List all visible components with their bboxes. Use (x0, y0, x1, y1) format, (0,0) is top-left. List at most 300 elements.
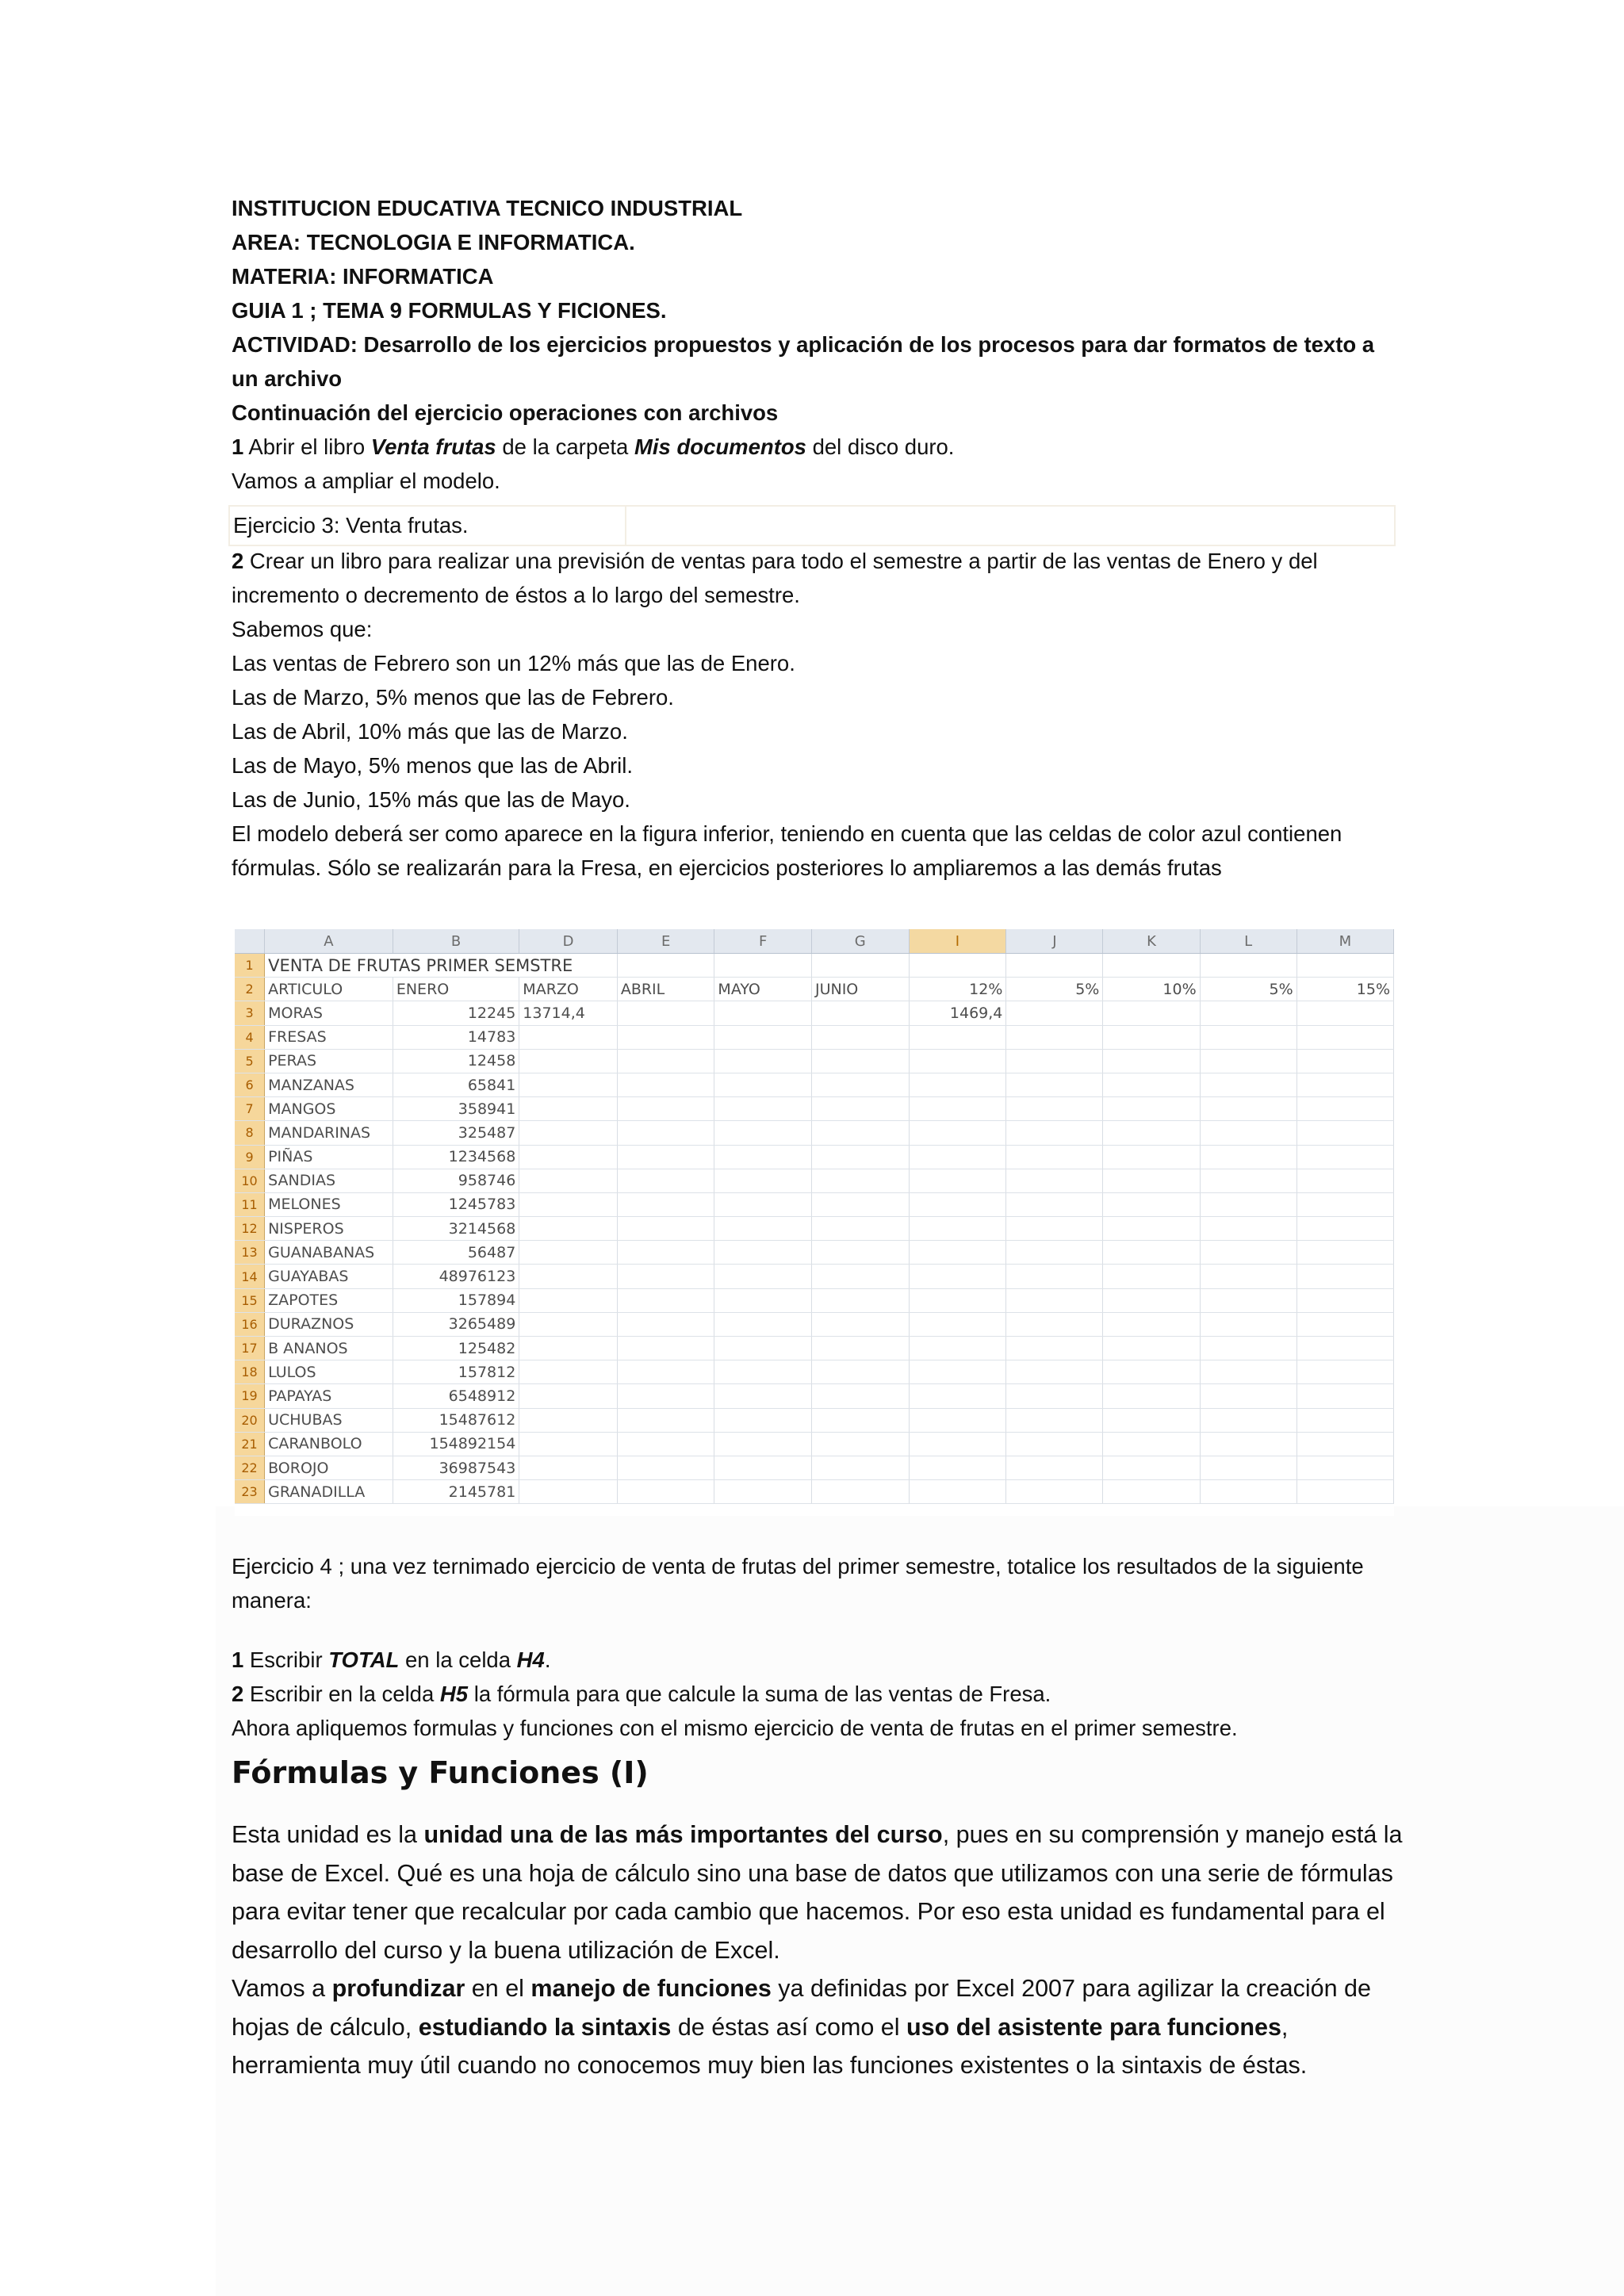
step-text: Escribir (243, 1647, 329, 1672)
cell[interactable] (1006, 1408, 1103, 1432)
cell[interactable] (811, 1192, 909, 1216)
cell[interactable] (909, 1432, 1006, 1456)
cell[interactable] (909, 1097, 1006, 1121)
cell[interactable] (1200, 1049, 1297, 1073)
cell[interactable] (1200, 1456, 1297, 1479)
table-row (235, 1288, 1394, 1312)
cell[interactable] (811, 1169, 909, 1192)
increment-cell[interactable]: 1469,4 (909, 1001, 1006, 1025)
cell[interactable] (909, 1408, 1006, 1432)
cell[interactable] (714, 1025, 812, 1049)
cell[interactable] (714, 1265, 812, 1288)
table-row (235, 1432, 1394, 1456)
header-cell[interactable]: ARTICULO (265, 978, 393, 1001)
january-value-cell[interactable]: 325487 (393, 1121, 519, 1145)
table-row (235, 1360, 1394, 1384)
cell[interactable] (714, 1192, 812, 1216)
fruit-name-cell[interactable]: LULOS (265, 1360, 393, 1384)
cell[interactable] (714, 1408, 812, 1432)
cell[interactable] (714, 1337, 812, 1360)
cell[interactable] (519, 1288, 618, 1312)
fruit-name-cell[interactable]: GRANADILLA (265, 1480, 393, 1504)
cell[interactable] (1006, 1169, 1103, 1192)
cell[interactable] (714, 1097, 812, 1121)
cell[interactable] (909, 1337, 1006, 1360)
cell[interactable] (714, 1241, 812, 1265)
cell[interactable] (617, 1145, 714, 1169)
cell[interactable] (1297, 1241, 1393, 1265)
cell[interactable] (909, 1145, 1006, 1169)
cell[interactable] (617, 1337, 714, 1360)
cell[interactable] (1297, 1480, 1393, 1504)
cell[interactable] (1297, 1217, 1393, 1241)
january-value-cell[interactable]: 14783 (393, 1025, 519, 1049)
cell[interactable] (1297, 1097, 1393, 1121)
january-value-cell[interactable]: 125482 (393, 1337, 519, 1360)
cell[interactable] (519, 1337, 618, 1360)
cell[interactable] (1297, 1456, 1393, 1479)
cell[interactable] (714, 1145, 812, 1169)
cell[interactable] (714, 1384, 812, 1408)
cell[interactable] (617, 1312, 714, 1336)
january-value-cell[interactable]: 1245783 (393, 1192, 519, 1216)
text-run: , herramienta muy útil cuando no conocemos muy bien las funciones existentes o la sintaxis de éstas. (232, 2013, 1308, 2079)
cell[interactable] (1103, 1432, 1200, 1456)
january-value-cell[interactable]: 15487612 (393, 1408, 519, 1432)
cell[interactable] (519, 1145, 618, 1169)
cell[interactable] (617, 1288, 714, 1312)
cell[interactable] (617, 1001, 714, 1025)
cell[interactable] (1006, 1217, 1103, 1241)
text-run: ya definidas por Excel 2007 para agilizar la creación de hojas de cálculo, (232, 1975, 1371, 2041)
row-number: 8 (235, 1121, 265, 1145)
cell[interactable] (1103, 1384, 1200, 1408)
cell[interactable] (1297, 1288, 1393, 1312)
cell[interactable] (1297, 1169, 1393, 1192)
cell[interactable] (714, 1001, 812, 1025)
january-value-cell[interactable]: 6548912 (393, 1384, 519, 1408)
fruit-name-cell[interactable]: MANZANAS (265, 1073, 393, 1096)
fruit-name-cell[interactable]: MANGOS (265, 1097, 393, 1121)
cell[interactable] (714, 1121, 812, 1145)
january-value-cell[interactable]: 2145781 (393, 1480, 519, 1504)
cell[interactable] (617, 1025, 714, 1049)
cell[interactable] (1103, 1288, 1200, 1312)
table-row (235, 1192, 1394, 1216)
cell[interactable] (1200, 1337, 1297, 1360)
january-value-cell[interactable]: 154892154 (393, 1432, 519, 1456)
cell[interactable] (1297, 1049, 1393, 1073)
table-row (235, 1049, 1394, 1073)
cell[interactable] (617, 1456, 714, 1479)
cell[interactable] (811, 1456, 909, 1479)
column-header[interactable]: K (1103, 929, 1200, 954)
cell-ref: H4 (516, 1647, 545, 1672)
step-text: en la celda (399, 1647, 517, 1672)
cell[interactable] (1200, 1145, 1297, 1169)
cell[interactable] (811, 1241, 909, 1265)
cell[interactable] (811, 1384, 909, 1408)
fruit-name-cell[interactable]: FRESAS (265, 1025, 393, 1049)
january-value-cell[interactable]: 1234568 (393, 1145, 519, 1169)
text-run-bold: uso del asistente para funciones (906, 2013, 1281, 2041)
column-header[interactable]: J (1006, 929, 1103, 954)
cell[interactable] (617, 1049, 714, 1073)
cell[interactable] (1006, 1049, 1103, 1073)
text-run-bold: manejo de funciones (530, 1975, 772, 2002)
table-row (235, 1384, 1394, 1408)
cell[interactable] (519, 1073, 618, 1096)
fruit-name-cell[interactable]: GUANABANAS (265, 1241, 393, 1265)
cell[interactable] (1200, 1360, 1297, 1384)
cell[interactable] (1200, 1288, 1297, 1312)
cell[interactable] (1200, 1192, 1297, 1216)
cell[interactable] (1200, 1025, 1297, 1049)
cell[interactable] (1297, 1145, 1393, 1169)
cell[interactable] (1200, 1384, 1297, 1408)
cell[interactable] (811, 1097, 909, 1121)
cell[interactable] (617, 1097, 714, 1121)
fruit-name-cell[interactable]: PERAS (265, 1049, 393, 1073)
column-header[interactable]: F (714, 929, 812, 954)
header-cell[interactable]: MARZO (519, 978, 618, 1001)
cell[interactable] (811, 1408, 909, 1432)
fruit-name-cell[interactable]: NISPEROS (265, 1217, 393, 1241)
january-value-cell[interactable]: 157812 (393, 1360, 519, 1384)
cell[interactable] (1006, 1192, 1103, 1216)
cell[interactable] (1297, 1073, 1393, 1096)
cell[interactable] (1200, 954, 1297, 978)
column-header[interactable]: B (393, 929, 519, 954)
cell[interactable] (1006, 1384, 1103, 1408)
row-number: 13 (235, 1241, 265, 1265)
row-number: 22 (235, 1456, 265, 1479)
column-header[interactable]: E (617, 929, 714, 954)
january-value-cell[interactable]: 48976123 (393, 1265, 519, 1288)
cell[interactable] (714, 1217, 812, 1241)
cell[interactable] (909, 1456, 1006, 1479)
row-number: 17 (235, 1337, 265, 1360)
section-paragraph-1 (232, 1816, 1405, 1969)
header-cell[interactable]: JUNIO (811, 978, 909, 1001)
cell[interactable] (909, 1312, 1006, 1336)
cell[interactable] (617, 1384, 714, 1408)
percent-cell[interactable]: 5% (1200, 978, 1297, 1001)
cell[interactable] (1297, 1408, 1393, 1432)
cell[interactable] (811, 1360, 909, 1384)
cell[interactable] (1103, 1049, 1200, 1073)
cell[interactable] (811, 1121, 909, 1145)
column-header[interactable]: G (811, 929, 909, 954)
cell[interactable] (1006, 1456, 1103, 1479)
cell[interactable] (1297, 1312, 1393, 1336)
cell[interactable] (714, 1169, 812, 1192)
cell[interactable] (1200, 1480, 1297, 1504)
percent-cell[interactable]: 10% (1103, 978, 1200, 1001)
cell[interactable] (519, 1265, 618, 1288)
january-value-cell[interactable]: 3265489 (393, 1312, 519, 1336)
cell[interactable] (714, 1456, 812, 1479)
cell[interactable] (1297, 1337, 1393, 1360)
cell[interactable] (519, 1408, 618, 1432)
cell[interactable] (811, 954, 909, 978)
column-header[interactable]: M (1297, 929, 1393, 954)
exercise-4-step-2 (232, 1677, 1051, 1711)
cell[interactable] (1103, 1001, 1200, 1025)
expand-line: Vamos a ampliar el modelo. (232, 469, 500, 493)
january-value-cell[interactable]: 12245 (393, 1001, 519, 1025)
cell[interactable] (811, 1312, 909, 1336)
cell[interactable] (1297, 1360, 1393, 1384)
percent-cell[interactable]: 12% (909, 978, 1006, 1001)
cell[interactable] (714, 1049, 812, 1073)
fruit-name-cell[interactable]: SANDIAS (265, 1169, 393, 1192)
cell[interactable] (519, 1241, 618, 1265)
january-value-cell[interactable]: 958746 (393, 1169, 519, 1192)
sheet-title[interactable]: VENTA DE FRUTAS PRIMER SEMSTRE (265, 954, 618, 978)
cell[interactable] (1006, 1312, 1103, 1336)
text-run: Esta unidad es la (232, 1821, 424, 1848)
cell[interactable] (1006, 954, 1103, 978)
cell[interactable] (909, 1169, 1006, 1192)
cell[interactable] (1103, 1312, 1200, 1336)
cell[interactable] (1006, 1145, 1103, 1169)
cell[interactable] (909, 1192, 1006, 1216)
cell[interactable] (909, 1360, 1006, 1384)
fruit-name-cell[interactable]: PIÑAS (265, 1145, 393, 1169)
cell[interactable] (1200, 1241, 1297, 1265)
text-run: Vamos a (232, 1975, 332, 2002)
cell[interactable] (1103, 1337, 1200, 1360)
fruit-name-cell[interactable]: DURAZNOS (265, 1312, 393, 1336)
cell[interactable] (519, 1217, 618, 1241)
cell[interactable] (1297, 1384, 1393, 1408)
cell[interactable] (1200, 1217, 1297, 1241)
cell[interactable] (909, 1121, 1006, 1145)
cell[interactable] (1103, 1145, 1200, 1169)
cell[interactable] (1200, 1312, 1297, 1336)
cell[interactable] (1006, 1432, 1103, 1456)
cell[interactable] (617, 954, 714, 978)
header-cell[interactable]: ABRIL (617, 978, 714, 1001)
cell[interactable] (1006, 1121, 1103, 1145)
cell[interactable] (519, 1192, 618, 1216)
cell[interactable] (1297, 1265, 1393, 1288)
cell[interactable] (1200, 1121, 1297, 1145)
cell[interactable] (1103, 1360, 1200, 1384)
cell[interactable] (519, 1480, 618, 1504)
cell[interactable] (1200, 1097, 1297, 1121)
cell[interactable] (811, 1145, 909, 1169)
cell[interactable] (1006, 1001, 1103, 1025)
fruit-name-cell[interactable]: MANDARINAS (265, 1121, 393, 1145)
cell[interactable] (714, 1312, 812, 1336)
cell[interactable] (811, 1217, 909, 1241)
cell[interactable] (1200, 1265, 1297, 1288)
cell[interactable] (1297, 1432, 1393, 1456)
cell[interactable] (1200, 1001, 1297, 1025)
cell[interactable] (714, 1480, 812, 1504)
cell[interactable] (909, 1073, 1006, 1096)
cell[interactable] (1006, 1480, 1103, 1504)
cell[interactable] (617, 1480, 714, 1504)
cell[interactable] (519, 1456, 618, 1479)
cell[interactable] (1006, 1025, 1103, 1049)
cell[interactable] (811, 1432, 909, 1456)
cell[interactable] (811, 1337, 909, 1360)
january-value-cell[interactable]: 12458 (393, 1049, 519, 1073)
cell[interactable] (1006, 1073, 1103, 1096)
cell[interactable] (1200, 1073, 1297, 1096)
cell[interactable] (617, 1073, 714, 1096)
cell[interactable] (617, 1169, 714, 1192)
cell[interactable] (519, 1169, 618, 1192)
cell[interactable] (1006, 1241, 1103, 1265)
table-row (235, 1001, 1394, 1025)
fruit-name-cell[interactable]: BOROJO (265, 1456, 393, 1479)
cell[interactable] (1103, 1192, 1200, 1216)
spreadsheet-figure (235, 929, 1394, 1516)
cell[interactable] (811, 1025, 909, 1049)
cell[interactable] (617, 1121, 714, 1145)
cell[interactable] (1103, 1217, 1200, 1241)
cell[interactable] (1200, 1432, 1297, 1456)
cell[interactable] (1103, 1265, 1200, 1288)
fruit-name-cell[interactable]: UCHUBAS (265, 1408, 393, 1432)
cell[interactable] (1103, 1169, 1200, 1192)
january-value-cell[interactable]: 65841 (393, 1073, 519, 1096)
cell[interactable] (1200, 1408, 1297, 1432)
cell[interactable] (617, 1217, 714, 1241)
row-number: 5 (235, 1049, 265, 1073)
table-row (235, 1241, 1394, 1265)
cell[interactable] (1103, 1073, 1200, 1096)
cell[interactable] (909, 1288, 1006, 1312)
march-formula-cell[interactable]: 13714,4 (519, 1001, 618, 1025)
cell[interactable] (909, 954, 1006, 978)
cell[interactable] (1006, 1097, 1103, 1121)
cell[interactable] (909, 1480, 1006, 1504)
row-number: 16 (235, 1312, 265, 1336)
cell[interactable] (519, 1384, 618, 1408)
cell[interactable] (1006, 1288, 1103, 1312)
column-header[interactable]: I (909, 929, 1006, 954)
cell[interactable] (811, 1480, 909, 1504)
cell[interactable] (1297, 954, 1393, 978)
cell[interactable] (1006, 1360, 1103, 1384)
cell[interactable] (714, 1360, 812, 1384)
cell[interactable] (714, 1432, 812, 1456)
cell[interactable] (617, 1360, 714, 1384)
cell[interactable] (1297, 1001, 1393, 1025)
fruit-name-cell[interactable]: ZAPOTES (265, 1288, 393, 1312)
cell[interactable] (617, 1192, 714, 1216)
cell[interactable] (811, 1073, 909, 1096)
percent-cell[interactable]: 15% (1297, 978, 1393, 1001)
fact-line: Las ventas de Febrero son un 12% más que las de Enero. (232, 651, 795, 675)
cell[interactable] (1103, 1241, 1200, 1265)
cell[interactable] (1103, 1456, 1200, 1479)
percent-cell[interactable]: 5% (1006, 978, 1103, 1001)
cell[interactable] (1006, 1337, 1103, 1360)
cell[interactable] (714, 1288, 812, 1312)
activity-line: ACTIVIDAD: Desarrollo de los ejercicios propuestos y aplicación de los procesos para dar formatos de texto a un archivo (232, 332, 1375, 391)
cell[interactable] (519, 1312, 618, 1336)
cell[interactable] (811, 1049, 909, 1073)
cell[interactable] (1103, 1121, 1200, 1145)
cell[interactable] (519, 1121, 618, 1145)
cell[interactable] (519, 1360, 618, 1384)
cell[interactable] (811, 1001, 909, 1025)
cell[interactable] (617, 1408, 714, 1432)
cell[interactable] (519, 1097, 618, 1121)
cell[interactable] (909, 1025, 1006, 1049)
cell[interactable] (811, 1288, 909, 1312)
cell[interactable] (519, 1025, 618, 1049)
cell[interactable] (909, 1241, 1006, 1265)
cell[interactable] (1200, 1169, 1297, 1192)
january-value-cell[interactable]: 36987543 (393, 1456, 519, 1479)
select-all-corner[interactable] (235, 929, 265, 954)
cell[interactable] (1103, 1480, 1200, 1504)
january-value-cell[interactable]: 3214568 (393, 1217, 519, 1241)
column-header[interactable]: L (1200, 929, 1297, 954)
cell[interactable] (1103, 1025, 1200, 1049)
cell[interactable] (909, 1049, 1006, 1073)
cell[interactable] (617, 1265, 714, 1288)
row-number: 3 (235, 1001, 265, 1025)
fruit-name-cell[interactable]: MORAS (265, 1001, 393, 1025)
cell[interactable] (617, 1432, 714, 1456)
fruit-name-cell[interactable]: CARANBOLO (265, 1432, 393, 1456)
fruit-name-cell[interactable]: MELONES (265, 1192, 393, 1216)
cell[interactable] (714, 1073, 812, 1096)
cell[interactable] (1103, 1408, 1200, 1432)
column-header[interactable]: D (519, 929, 618, 954)
row-number: 7 (235, 1097, 265, 1121)
cell[interactable] (811, 1265, 909, 1288)
cell[interactable] (1297, 1192, 1393, 1216)
january-value-cell[interactable]: 157894 (393, 1288, 519, 1312)
row-number: 19 (235, 1384, 265, 1408)
fruit-name-cell[interactable]: PAPAYAS (265, 1384, 393, 1408)
january-value-cell[interactable]: 358941 (393, 1097, 519, 1121)
fruit-name-cell[interactable]: GUAYABAS (265, 1265, 393, 1288)
cell[interactable] (909, 1265, 1006, 1288)
row-number: 4 (235, 1025, 265, 1049)
cell[interactable] (1103, 1097, 1200, 1121)
cell[interactable] (1297, 1025, 1393, 1049)
header-cell[interactable]: ENERO (393, 978, 519, 1001)
cell[interactable] (909, 1384, 1006, 1408)
cell[interactable] (714, 954, 812, 978)
column-header[interactable]: A (265, 929, 393, 954)
fruit-name-cell[interactable]: B ANANOS (265, 1337, 393, 1360)
step-1-text-b: de la carpeta (496, 434, 634, 459)
cell[interactable] (519, 1049, 618, 1073)
cell[interactable] (909, 1217, 1006, 1241)
header-cell[interactable]: MAYO (714, 978, 812, 1001)
january-value-cell[interactable]: 56487 (393, 1241, 519, 1265)
table-row (235, 1121, 1394, 1145)
cell[interactable] (1297, 1121, 1393, 1145)
cell[interactable] (519, 1432, 618, 1456)
cell[interactable] (617, 1241, 714, 1265)
step-2-number: 2 (232, 549, 244, 573)
cell[interactable] (1103, 954, 1200, 978)
folder-name: Mis documentos (634, 434, 806, 459)
cell[interactable] (1006, 1265, 1103, 1288)
